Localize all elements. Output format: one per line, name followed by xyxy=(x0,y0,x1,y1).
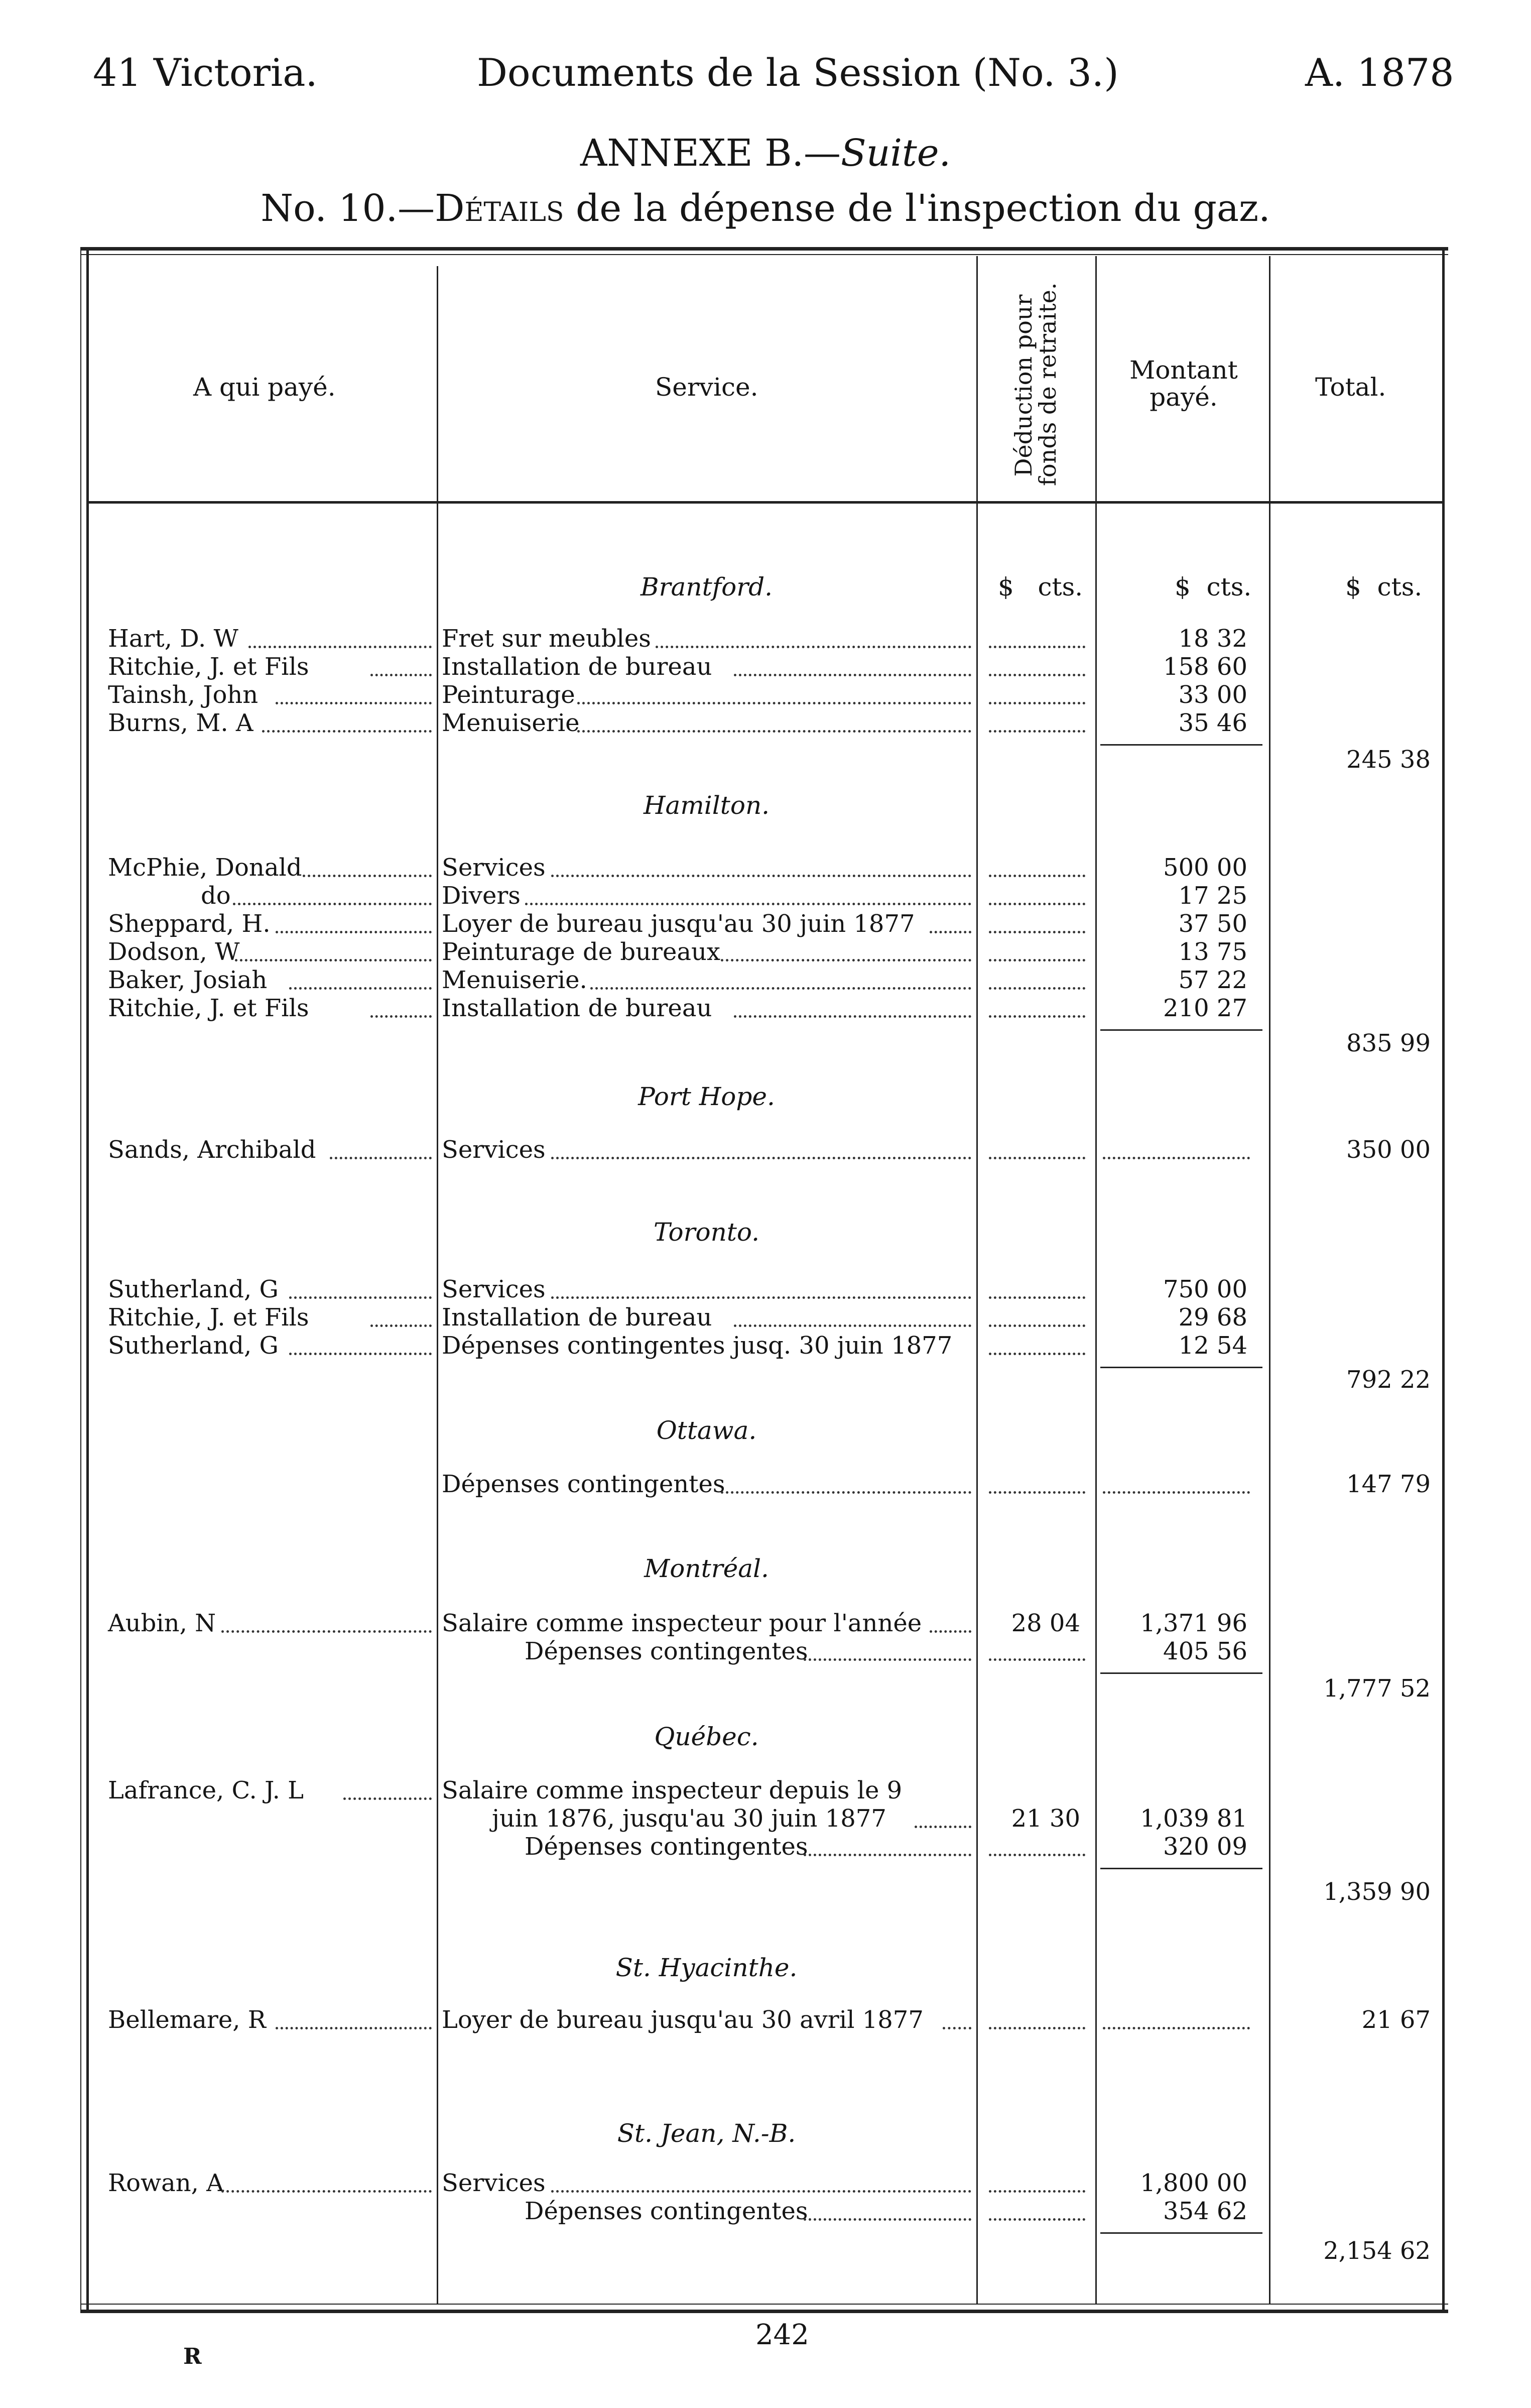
payee-name: Burns, M. A xyxy=(108,709,253,737)
service-description: Installation de bureau xyxy=(442,653,712,681)
table-header-rule xyxy=(88,501,1443,504)
leader-dots xyxy=(551,2190,971,2193)
section-total: 1,777 52 xyxy=(1323,1674,1431,1703)
payee-name: Tainsh, John xyxy=(108,681,259,709)
table-bottom-rule xyxy=(80,2310,1448,2313)
table-top-rule-thin xyxy=(80,254,1448,255)
leader-dots xyxy=(289,1353,432,1355)
service-description: Dépenses contingentes xyxy=(442,1470,725,1498)
table-top-rule xyxy=(80,247,1448,251)
amount-paid: 158 60 xyxy=(1163,653,1247,681)
payee-name: Ritchie, J. et Fils xyxy=(108,994,309,1022)
deduction-cents-label: cts. xyxy=(1038,572,1083,601)
service-description: Services xyxy=(442,854,546,882)
amount-dollar-sign: $ xyxy=(1175,572,1191,601)
service-description: Peinturage de bureaux xyxy=(442,938,720,966)
leader-dots xyxy=(989,2218,1085,2221)
leader-dots xyxy=(221,1630,432,1633)
column-header-deduction-line1: Déduction pour xyxy=(1010,294,1037,477)
leader-dots xyxy=(330,1157,432,1159)
leader-dots xyxy=(989,1491,1085,1494)
total-dollar-label xyxy=(1345,572,1422,601)
leader-dots xyxy=(721,959,971,961)
service-description: Menuiserie xyxy=(442,709,580,737)
section-place-name: Port Hope. xyxy=(638,1082,775,1111)
payee-name: Sheppard, H. xyxy=(108,910,271,938)
deduction-amount: 21 30 xyxy=(1011,1804,1080,1833)
section-place-name: St. Jean, N.-B. xyxy=(617,2119,796,2148)
amount-dollar-label xyxy=(1175,572,1251,601)
leader-dots xyxy=(989,959,1085,961)
leader-dots xyxy=(804,2218,971,2221)
col-sep-payee-service xyxy=(437,266,438,2305)
service-description: Loyer de bureau jusqu'au 30 juin 1877 xyxy=(442,910,915,938)
payee-name: Bellemare, R xyxy=(108,2006,266,2034)
leader-dots xyxy=(370,1015,432,1018)
running-header-center: Documents de la Session (No. 3.) xyxy=(477,50,1119,95)
subtotal-rule xyxy=(1100,1672,1262,1674)
amount-paid: 35 46 xyxy=(1178,709,1247,737)
amount-paid: 18 32 xyxy=(1178,625,1247,653)
column-header-amount-line2: payé. xyxy=(1150,383,1218,412)
leader-dots xyxy=(989,674,1085,676)
payee-name: Sutherland, G xyxy=(108,1332,279,1360)
amount-paid: 37 50 xyxy=(1178,910,1247,938)
section-place-name: Québec. xyxy=(654,1722,759,1751)
total-cents-label: cts. xyxy=(1377,572,1423,601)
section-place-name: St. Hyacinthe. xyxy=(615,1953,798,1982)
signature-mark: R xyxy=(183,2344,202,2369)
col-sep-amount-total xyxy=(1269,256,1270,2305)
leader-dots xyxy=(989,1157,1085,1159)
payee-name: Baker, Josiah xyxy=(108,966,268,994)
leader-dots xyxy=(1103,1491,1250,1494)
leader-dots xyxy=(289,1296,432,1299)
section-total: 2,154 62 xyxy=(1323,2237,1431,2265)
leader-dots xyxy=(989,2190,1085,2193)
leader-dots xyxy=(989,2027,1085,2029)
running-header-left: 41 Victoria. xyxy=(93,50,318,95)
amount-paid: 12 54 xyxy=(1178,1332,1247,1360)
payee-name: Aubin, N xyxy=(108,1609,216,1637)
section-total: 835 99 xyxy=(1346,1029,1431,1057)
amount-cents-label: cts. xyxy=(1206,572,1252,601)
column-header-amount xyxy=(1103,356,1264,411)
payee-name: do xyxy=(201,882,231,910)
section-total: 147 79 xyxy=(1346,1470,1431,1498)
section-total: 350 00 xyxy=(1346,1136,1431,1164)
leader-dots xyxy=(930,1630,971,1633)
payee-name: Hart, D. W xyxy=(108,625,238,653)
leader-dots xyxy=(276,702,432,704)
leader-dots xyxy=(989,1854,1085,1856)
leader-dots xyxy=(525,903,971,905)
service-description: Services xyxy=(442,1136,546,1164)
leader-dots xyxy=(577,702,971,704)
leader-dots xyxy=(804,1854,971,1856)
payee-name: Lafrance, C. J. L xyxy=(108,1776,304,1804)
payee-name: Rowan, A xyxy=(108,2169,224,2197)
amount-paid: 1,039 81 xyxy=(1140,1804,1247,1833)
service-description: Loyer de bureau jusqu'au 30 avril 1877 xyxy=(442,2006,924,2034)
leader-dots xyxy=(989,1658,1085,1661)
column-header-payee: A qui payé. xyxy=(193,373,336,402)
table-title-prefix: No. 10.— xyxy=(261,187,435,230)
service-description: Installation de bureau xyxy=(442,994,712,1022)
payee-name: Sands, Archibald xyxy=(108,1136,316,1164)
column-header-deduction-line2: fonds de retraite. xyxy=(1034,282,1061,486)
service-description: Dépenses contingentes xyxy=(525,1833,808,1861)
leader-dots xyxy=(233,903,432,905)
leader-dots xyxy=(590,987,971,990)
service-description: Salaire comme inspecteur pour l'année xyxy=(442,1609,922,1637)
payee-name: Dodson, W xyxy=(108,938,240,966)
leader-dots xyxy=(989,1325,1085,1327)
leader-dots xyxy=(235,959,432,961)
payee-name: Ritchie, J. et Fils xyxy=(108,1303,309,1332)
deduction-amount: 28 04 xyxy=(1011,1609,1080,1637)
service-description: Menuiserie. xyxy=(442,966,587,994)
leader-dots xyxy=(577,730,971,733)
leader-dots xyxy=(989,1353,1085,1355)
leader-dots xyxy=(551,1296,971,1299)
leader-dots xyxy=(989,875,1085,877)
col-sep-service-deduction xyxy=(976,256,978,2305)
leader-dots xyxy=(248,646,432,648)
section-place-name: Ottawa. xyxy=(656,1416,757,1445)
table-left-border xyxy=(86,247,89,2313)
leader-dots xyxy=(989,903,1085,905)
leader-dots xyxy=(734,1015,971,1018)
amount-paid: 500 00 xyxy=(1163,854,1247,882)
subtotal-rule xyxy=(1100,1367,1262,1368)
leader-dots xyxy=(989,1296,1085,1299)
amount-paid: 33 00 xyxy=(1178,681,1247,709)
leader-dots xyxy=(734,674,971,676)
table-title-smallcaps: Détails xyxy=(435,187,564,230)
leader-dots xyxy=(551,1157,971,1159)
column-header-service: Service. xyxy=(655,373,758,402)
table-title-rest: de la dépense de l'inspection du gaz. xyxy=(564,187,1270,230)
column-header-deduction xyxy=(1010,282,1062,486)
leader-dots xyxy=(551,875,971,877)
total-dollar-sign: $ xyxy=(1345,572,1361,601)
table-right-border xyxy=(1442,247,1445,2313)
service-description: Services xyxy=(442,1275,546,1303)
running-header-right: A. 1878 xyxy=(1305,50,1454,95)
leader-dots xyxy=(721,1491,971,1494)
section-total: 245 38 xyxy=(1346,746,1431,774)
amount-paid: 1,371 96 xyxy=(1140,1609,1247,1637)
service-description: Installation de bureau xyxy=(442,1303,712,1332)
service-description: Dépenses contingentes xyxy=(525,2197,808,2225)
amount-paid: 29 68 xyxy=(1178,1303,1247,1332)
leader-dots xyxy=(989,646,1085,648)
deduction-dollar-label xyxy=(998,572,1083,601)
leader-dots xyxy=(943,2027,971,2029)
payee-name: Sutherland, G xyxy=(108,1275,279,1303)
annex-title xyxy=(0,132,1531,175)
column-header-total: Total. xyxy=(1315,373,1386,402)
section-place-name: Montréal. xyxy=(644,1554,769,1583)
leader-dots xyxy=(262,730,432,733)
service-description: Dépenses contingentes xyxy=(525,1637,808,1665)
leader-dots xyxy=(221,2190,432,2193)
service-description: Services xyxy=(442,2169,546,2197)
service-description: Dépenses contingentes jusq. 30 juin 1877 xyxy=(442,1332,953,1360)
payee-name: McPhie, Donald xyxy=(108,854,302,882)
amount-paid: 354 62 xyxy=(1163,2197,1247,2225)
column-header-amount-line1: Montant xyxy=(1129,355,1238,385)
leader-dots xyxy=(989,702,1085,704)
leader-dots xyxy=(656,646,971,648)
leader-dots xyxy=(804,1658,971,1661)
section-place-name: Toronto. xyxy=(654,1218,759,1247)
amount-paid: 1,800 00 xyxy=(1140,2169,1247,2197)
leader-dots xyxy=(930,931,971,933)
service-description: Divers xyxy=(442,882,521,910)
table-left-border-thin xyxy=(80,247,81,2313)
subtotal-rule xyxy=(1100,1868,1262,1869)
deduction-dollar-sign: $ xyxy=(998,572,1014,601)
leader-dots xyxy=(1103,1157,1250,1159)
service-description: Salaire comme inspecteur depuis le 9 xyxy=(442,1776,903,1804)
payee-name: Ritchie, J. et Fils xyxy=(108,653,309,681)
subtotal-rule xyxy=(1100,744,1262,746)
table-bottom-rule-thin xyxy=(80,2304,1448,2305)
amount-paid: 405 56 xyxy=(1163,1637,1247,1665)
leader-dots xyxy=(734,1325,971,1327)
leader-dots xyxy=(370,1325,432,1327)
section-total: 792 22 xyxy=(1346,1366,1431,1394)
section-place-name: Brantford. xyxy=(640,572,773,601)
service-description-continued: juin 1876, jusqu'au 30 juin 1877 xyxy=(492,1804,886,1833)
section-total: 21 67 xyxy=(1361,2006,1431,2034)
table-title xyxy=(0,187,1531,230)
leader-dots xyxy=(915,1826,971,1828)
leader-dots xyxy=(303,875,432,877)
page-number: 242 xyxy=(755,2319,809,2351)
leader-dots xyxy=(989,1015,1085,1018)
leader-dots xyxy=(989,931,1085,933)
annex-title-suite: Suite. xyxy=(841,132,951,175)
section-total: 1,359 90 xyxy=(1323,1878,1431,1906)
annex-title-main: ANNEXE B.— xyxy=(580,132,841,175)
leader-dots xyxy=(370,674,432,676)
leader-dots xyxy=(1103,2027,1250,2029)
service-description: Fret sur meubles xyxy=(442,625,651,653)
amount-paid: 320 09 xyxy=(1163,1833,1247,1861)
section-place-name: Hamilton. xyxy=(643,791,770,820)
amount-paid: 17 25 xyxy=(1178,882,1247,910)
leader-dots xyxy=(276,2027,432,2029)
subtotal-rule xyxy=(1100,2232,1262,2234)
leader-dots xyxy=(343,1797,432,1800)
subtotal-rule xyxy=(1100,1029,1262,1031)
amount-paid: 57 22 xyxy=(1178,966,1247,994)
amount-paid: 210 27 xyxy=(1163,994,1247,1022)
leader-dots xyxy=(989,730,1085,733)
leader-dots xyxy=(276,931,432,933)
col-sep-deduction-amount xyxy=(1095,256,1097,2305)
amount-paid: 750 00 xyxy=(1163,1275,1247,1303)
leader-dots xyxy=(989,987,1085,990)
service-description: Peinturage xyxy=(442,681,575,709)
amount-paid: 13 75 xyxy=(1178,938,1247,966)
leader-dots xyxy=(289,987,432,990)
